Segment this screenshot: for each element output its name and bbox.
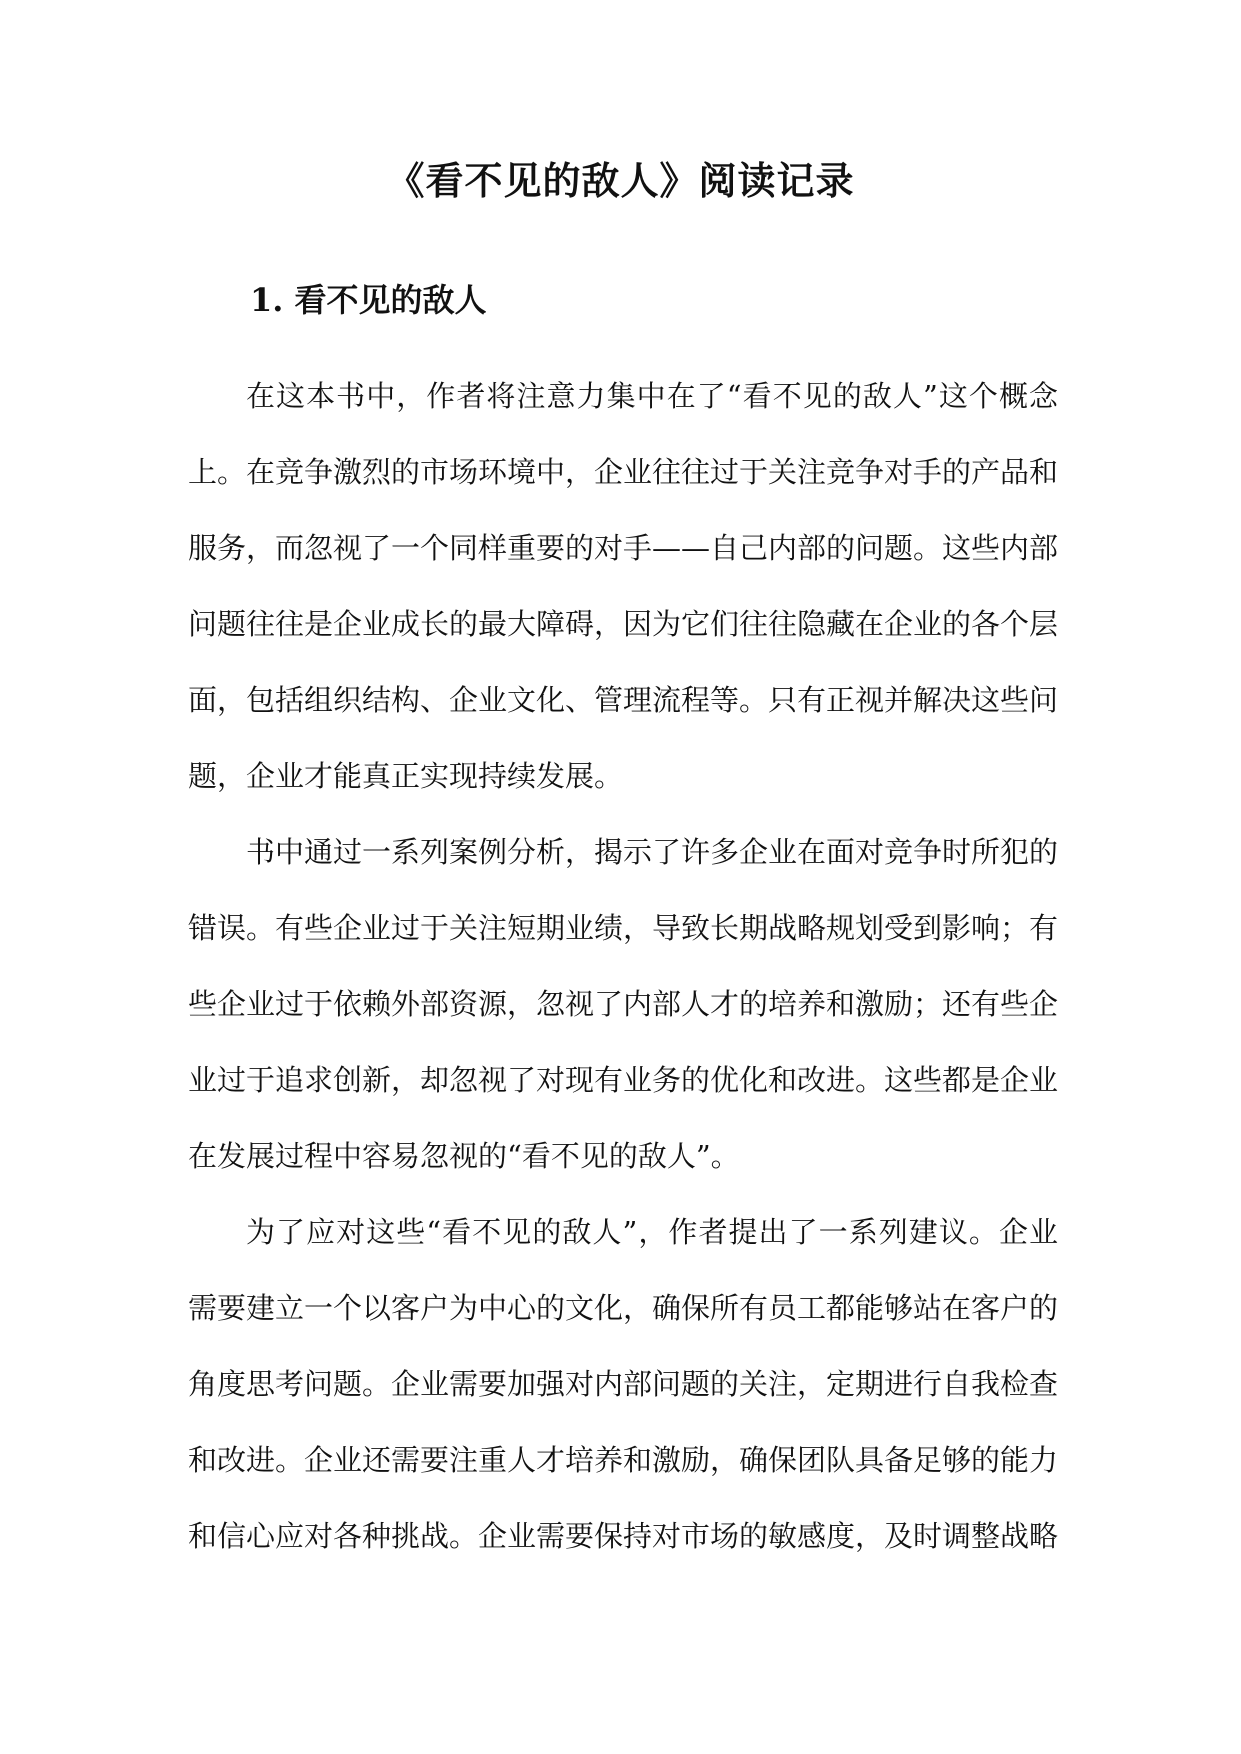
paragraph-3: 为了应对这些“看不见的敌人”，作者提出了一系列建议。企业需要建立一个以客户为中心的文化，确保所有员工都能够站在客户的角度思考问题。企业需要加强对内部问题的关注，定期进行自我检查和改进。企业还需要注重人才培养和激励，确保团队具备足够的能力和信心应对各种挑战。企业需要保持对市场的敏感度，及时调整战略 [188, 1215, 1059, 1553]
paragraph-1: 在这本书中，作者将注意力集中在了“看不见的敌人”这个概念上。在竞争激烈的市场环境中，企业往往过于关注竞争对手的产品和服务，而忽视了一个同样重要的对手——自己内部的问题。这些内部问题往往是企业成长的最大障碍，因为它们往往隐藏在企业的各个层面，包括组织结构、企业文化、管理流程等。只有正视并解决这些问题，企业才能真正实现持续发展。 [188, 379, 1059, 793]
section-heading: 1. 看不见的敌人 [250, 281, 487, 319]
section-body [188, 358, 1058, 1574]
document-title: 《看不见的敌人》阅读记录 [386, 158, 855, 203]
paragraph-2: 书中通过一系列案例分析，揭示了许多企业在面对竞争时所犯的错误。有些企业过于关注短期业绩，导致长期战略规划受到影响；有些企业过于依赖外部资源，忽视了内部人才的培养和激励；还有些企业过于追求创新，却忽视了对现有业务的优化和改进。这些都是企业在发展过程中容易忽视的“看不见的敌人”。 [188, 835, 1059, 1173]
